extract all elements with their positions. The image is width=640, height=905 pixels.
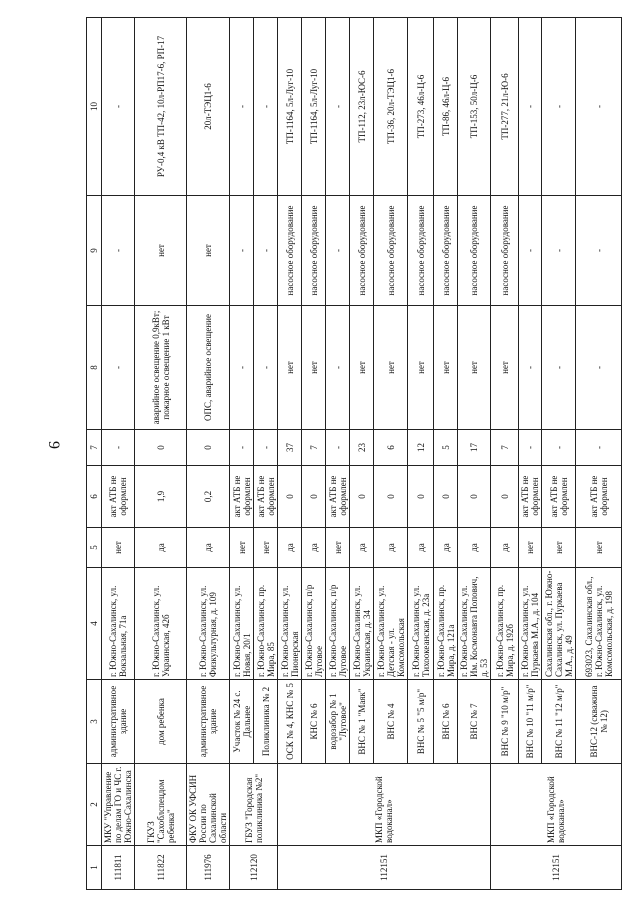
cell-col7: - <box>326 430 350 466</box>
cell-object: ВНС № 11 "12 м/р" <box>542 680 576 764</box>
table-row <box>458 18 491 890</box>
cell-org: МКП «Городской водоканал» <box>491 764 622 846</box>
table-row <box>278 18 302 890</box>
cell-address: 693023, Сахалинская обл., г. Южно-Сахалинск, ул. Комсомольская, д. 198 <box>576 568 622 680</box>
page-number: 9 <box>45 441 62 449</box>
cell-col9: - <box>254 196 278 306</box>
cell-address: г. Южно-Сахалинск, ул. Физкультурная, д. 109 <box>187 568 230 680</box>
cell-col7: - <box>254 430 278 466</box>
cell-col6: 0,2 <box>187 466 230 528</box>
cell-col8: - <box>542 306 576 430</box>
cell-col5: да <box>187 528 230 568</box>
cell-col6: 0 <box>408 466 434 528</box>
cell-col8: ОПС, аварийное освещение <box>187 306 230 430</box>
cell-col9: насосное оборудование <box>278 196 302 306</box>
table-row <box>230 18 254 890</box>
cell-col5: нет <box>576 528 622 568</box>
cell-col5: да <box>434 528 458 568</box>
table-row <box>519 18 542 890</box>
cell-col10: ТП-112, 23л-ЮС-6 <box>350 18 374 196</box>
cell-col10: 20л-ТЭЦ1-6 <box>187 18 230 196</box>
table-row <box>350 18 374 890</box>
cell-id: 112120 <box>230 846 278 890</box>
cell-col7: 5 <box>434 430 458 466</box>
column-header: 5 <box>87 528 102 568</box>
cell-object: ВНС № 7 <box>458 680 491 764</box>
cell-id: 111811 <box>102 846 135 890</box>
table-row <box>408 18 434 890</box>
cell-col6: акт АТБ не оформлен <box>542 466 576 528</box>
cell-col9: - <box>326 196 350 306</box>
cell-object: ВНС № 4 <box>374 680 408 764</box>
cell-address: г. Южно-Сахалинск, ул. Украинская, д. 34 <box>350 568 374 680</box>
cell-col9: нет <box>187 196 230 306</box>
cell-col5: нет <box>542 528 576 568</box>
cell-col9: - <box>102 196 135 306</box>
cell-col8: - <box>254 306 278 430</box>
cell-address: г. Южно-Сахалинск, ул. Украинская, 42б <box>135 568 187 680</box>
cell-col7: 0 <box>135 430 187 466</box>
cell-col10: РУ-0,4 кВ ТП-42, 10л-РП17-6, РП-17 <box>135 18 187 196</box>
cell-col7: - <box>542 430 576 466</box>
cell-col5: да <box>374 528 408 568</box>
cell-col8: - <box>519 306 542 430</box>
column-header: 7 <box>87 430 102 466</box>
cell-address: г. Южно-Сахалинск, п/р Луговое <box>326 568 350 680</box>
cell-col5: да <box>135 528 187 568</box>
table-row <box>135 18 187 890</box>
cell-object: ВНС № 1 "Маяк" <box>350 680 374 764</box>
cell-col9: - <box>519 196 542 306</box>
cell-address: г. Южно-Сахалинск, пр. Мира, 85 <box>254 568 278 680</box>
cell-col9: насосное оборудование <box>458 196 491 306</box>
cell-address: г. Южно-Сахалинск, ул. Детская - ул. Комсомольская <box>374 568 408 680</box>
cell-id: 111976 <box>187 846 230 890</box>
cell-object: ВНС № 9 "10 м/р" <box>491 680 519 764</box>
cell-col6: акт АТБ не оформлен <box>326 466 350 528</box>
column-header: 8 <box>87 306 102 430</box>
cell-col8: нет <box>434 306 458 430</box>
cell-col10: - <box>102 18 135 196</box>
cell-col5: нет <box>254 528 278 568</box>
cell-col9: насосное оборудование <box>491 196 519 306</box>
cell-org: МКУ "Управление по делам ГО и ЧС г. Южно-Сахалинска <box>102 764 135 846</box>
cell-col5: нет <box>519 528 542 568</box>
cell-col8: аварийное освещение 0,9кВт; пожарное освещение 1 кВт <box>135 306 187 430</box>
cell-col7: 7 <box>491 430 519 466</box>
cell-col10: - <box>576 18 622 196</box>
cell-col8: нет <box>491 306 519 430</box>
cell-object: ВНС № 6 <box>434 680 458 764</box>
cell-object: административное здание <box>102 680 135 764</box>
cell-address: Сахалинская обл., г. Южно-Сахалинск, ул. Пуркаева М.А., д. 49 <box>542 568 576 680</box>
cell-address: г. Южно-Сахалинск, ул. Вокзальная, 71а <box>102 568 135 680</box>
cell-col9: - <box>230 196 254 306</box>
cell-id: 111822 <box>135 846 187 890</box>
table-row <box>102 18 135 890</box>
cell-col9: - <box>576 196 622 306</box>
cell-col10: - <box>254 18 278 196</box>
column-header: 10 <box>87 18 102 196</box>
cell-col8: нет <box>374 306 408 430</box>
column-header: 9 <box>87 196 102 306</box>
table-container <box>86 18 622 890</box>
cell-col7: - <box>519 430 542 466</box>
cell-col10: - <box>542 18 576 196</box>
cell-id: 112151 <box>491 846 622 890</box>
cell-col7: 6 <box>374 430 408 466</box>
cell-col6: акт АТБ не оформлен <box>230 466 254 528</box>
cell-col7: 37 <box>278 430 302 466</box>
cell-col6: 0 <box>374 466 408 528</box>
cell-col10: ТП-86, 46л-Ц-6 <box>434 18 458 196</box>
table-row <box>254 18 278 890</box>
cell-col10: ТП-1164, 5л-Луг-10 <box>278 18 302 196</box>
cell-object: Участок № 24 с. Дальнее <box>230 680 254 764</box>
cell-col8: нет <box>278 306 302 430</box>
cell-col9: насосное оборудование <box>408 196 434 306</box>
cell-col5: нет <box>102 528 135 568</box>
cell-col5: да <box>302 528 326 568</box>
cell-object: ВНС-12 (скважина № 12) <box>576 680 622 764</box>
cell-object: КНС № 6 <box>302 680 326 764</box>
cell-object: Поликлиника № 2 <box>254 680 278 764</box>
cell-col6: 0 <box>458 466 491 528</box>
cell-address: г. Южно-Сахалинск, ул. Пионерская <box>278 568 302 680</box>
table-row <box>374 18 408 890</box>
cell-col5: нет <box>230 528 254 568</box>
table-row <box>302 18 326 890</box>
table-row <box>326 18 350 890</box>
cell-col6: 0 <box>491 466 519 528</box>
data-table <box>86 17 622 890</box>
cell-col7: 12 <box>408 430 434 466</box>
column-header: 4 <box>87 568 102 680</box>
cell-col6: 0 <box>434 466 458 528</box>
cell-col8: нет <box>408 306 434 430</box>
column-header: 6 <box>87 466 102 528</box>
cell-object: административное здание <box>187 680 230 764</box>
cell-col6: акт АТБ не оформлен <box>519 466 542 528</box>
cell-col9: насосное оборудование <box>350 196 374 306</box>
cell-col7: - <box>576 430 622 466</box>
cell-col8: нет <box>350 306 374 430</box>
cell-col10: - <box>230 18 254 196</box>
cell-address: г. Южно-Сахалинск, ул. Тихоокеанская, д. 23а <box>408 568 434 680</box>
cell-col9: насосное оборудование <box>302 196 326 306</box>
table-header <box>87 18 102 890</box>
cell-col7: 0 <box>187 430 230 466</box>
cell-col8: - <box>326 306 350 430</box>
cell-col10: ТП-153, 50л-Ц-6 <box>458 18 491 196</box>
cell-col7: - <box>230 430 254 466</box>
cell-col8: нет <box>302 306 326 430</box>
cell-col7: 23 <box>350 430 374 466</box>
cell-col6: акт АТБ не оформлен <box>102 466 135 528</box>
column-header: 2 <box>87 764 102 846</box>
cell-col5: да <box>458 528 491 568</box>
cell-org: МКП «Городской водоканал» <box>278 764 491 846</box>
table-row <box>491 18 519 890</box>
cell-col6: акт АТБ не оформлен <box>576 466 622 528</box>
table-row <box>434 18 458 890</box>
table-row <box>187 18 230 890</box>
cell-object: ВНС № 5 "5 м/р" <box>408 680 434 764</box>
cell-col9: насосное оборудование <box>434 196 458 306</box>
cell-org: ГКУЗ "Сахоблспецдом ребенка" <box>135 764 187 846</box>
cell-address: г. Южно-Сахалинск, п/р Луговое <box>302 568 326 680</box>
cell-org: ГБУЗ "Городская поликлиника №2" <box>230 764 278 846</box>
cell-object: ВНС № 10 "11 м/р" <box>519 680 542 764</box>
cell-col10: - <box>326 18 350 196</box>
table-row <box>542 18 576 890</box>
cell-col10: - <box>519 18 542 196</box>
cell-col9: насосное оборудование <box>374 196 408 306</box>
cell-col5: да <box>278 528 302 568</box>
cell-col8: нет <box>458 306 491 430</box>
cell-col6: 0 <box>302 466 326 528</box>
cell-col8: - <box>576 306 622 430</box>
cell-col5: нет <box>326 528 350 568</box>
column-header: 1 <box>87 846 102 890</box>
cell-col7: 17 <box>458 430 491 466</box>
cell-org: ФКУ ОК УФСИН России по Сахалинской области <box>187 764 230 846</box>
cell-col8: - <box>230 306 254 430</box>
cell-col5: да <box>491 528 519 568</box>
cell-address: г. Южно-Сахалинск, ул. Пуркаева М.А., д. 104 <box>519 568 542 680</box>
cell-object: ОСК № 4, КНС № 5 <box>278 680 302 764</box>
cell-col8: - <box>102 306 135 430</box>
table-row <box>576 18 622 890</box>
cell-col10: ТП-36, 20л-ТЭЦ1-6 <box>374 18 408 196</box>
cell-address: г. Южно-Сахалинск, ул. Им. Космонавта Попович, д. 53 <box>458 568 491 680</box>
cell-col5: да <box>408 528 434 568</box>
cell-address: г. Южно-Сахалинск, пр. Мира, д. 121а <box>434 568 458 680</box>
cell-address: г. Южно-Сахалинск, пр. Мира, д. 192б <box>491 568 519 680</box>
cell-col9: - <box>542 196 576 306</box>
cell-col10: ТП-277, 21л-Ю-6 <box>491 18 519 196</box>
column-header: 3 <box>87 680 102 764</box>
cell-object: водозабор № 1 "Луговое" <box>326 680 350 764</box>
cell-col9: нет <box>135 196 187 306</box>
cell-col5: да <box>350 528 374 568</box>
cell-col10: ТП-273, 46л-Ц-6 <box>408 18 434 196</box>
cell-id: 112151 <box>278 846 491 890</box>
cell-col6: 0 <box>350 466 374 528</box>
cell-col7: - <box>102 430 135 466</box>
cell-address: г. Южно-Сахалинск, ул. Новая, 20/1 <box>230 568 254 680</box>
cell-col10: ТП-1164, 5л-Луг-10 <box>302 18 326 196</box>
cell-col7: 7 <box>302 430 326 466</box>
cell-col6: 0 <box>278 466 302 528</box>
cell-object: дом ребенка <box>135 680 187 764</box>
cell-col6: 1,9 <box>135 466 187 528</box>
cell-col6: акт АТБ не оформлен <box>254 466 278 528</box>
